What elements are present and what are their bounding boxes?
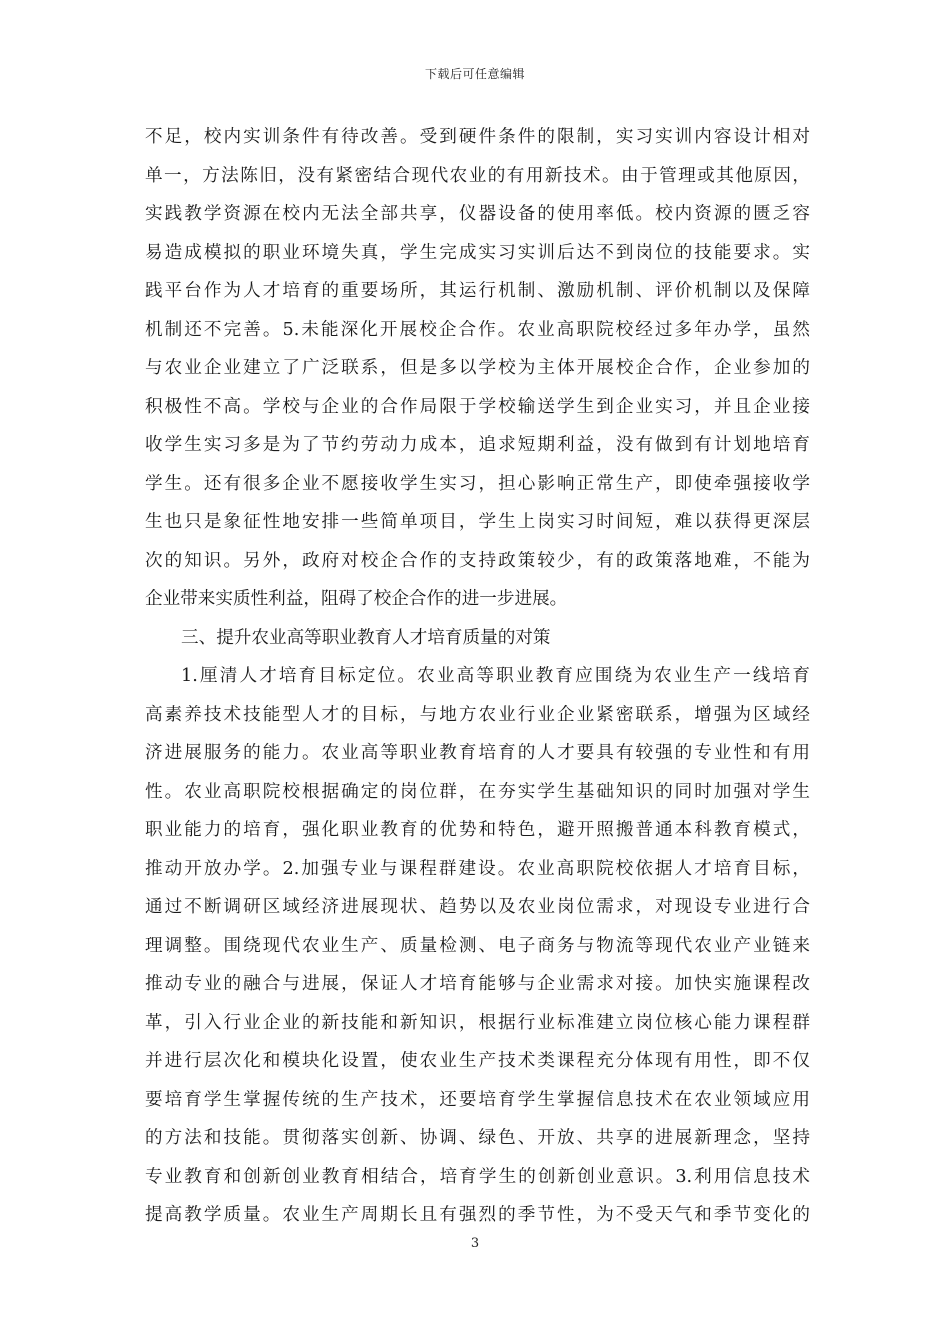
text-line: 提高教学质量。农业生产周期长且有强烈的季节性，为不受天气和季节变化的 — [145, 1205, 810, 1225]
text-line: 并进行层次化和模块化设置，使农业生产技术类课程充分体现有用性，即不仅 — [145, 1051, 810, 1071]
text-line: 践平台作为人才培育的重要场所，其运行机制、激励机制、评价机制以及保障 — [145, 281, 810, 301]
text-line: 企业带来实质性利益，阻碍了校企合作的进一步进展。 — [145, 589, 568, 609]
text-line: 通过不断调研区域经济进展现状、趋势以及农业岗位需求，对现设专业进行合 — [145, 897, 810, 917]
body-text — [145, 118, 810, 1235]
text-line: 学生。还有很多企业不愿接收学生实习，担心影响正常生产，即使牵强接收学 — [145, 473, 810, 494]
text-line: 推动开放办学。2.加强专业与课程群建设。农业高职院校依据人才培育目标， — [145, 858, 810, 879]
text-line: 与农业企业建立了广泛联系，但是多以学校为主体开展校企合作，企业参加的 — [145, 358, 810, 378]
text-line: 1.厘清人才培育目标定位。农业高等职业教育应围绕为农业生产一线培育 — [181, 666, 810, 686]
text-line: 易造成模拟的职业环境失真，学生完成实习实训后达不到岗位的技能要求。实 — [145, 242, 810, 263]
page-header: 下载后可任意编辑 — [424, 67, 525, 81]
text-line: 要培育学生掌握传统的生产技术，还要培育学生掌握信息技术在农业领域应用 — [145, 1089, 810, 1110]
section-heading: 三、提升农业高等职业教育人才培育质量的对策 — [181, 627, 551, 648]
text-line: 实践教学资源在校内无法全部共享，仪器设备的使用率低。校内资源的匮乏容 — [145, 204, 810, 224]
text-line: 性。农业高职院校根据确定的岗位群，在夯实学生基础知识的同时加强对学生 — [145, 781, 810, 802]
text-line: 生也只是象征性地安排一些简单项目，学生上岗实习时间短，难以获得更深层 — [145, 512, 810, 532]
text-line: 济进展服务的能力。农业高等职业教育培育的人才要具有较强的专业性和有用 — [145, 743, 810, 763]
text-line: 积极性不高。学校与企业的合作局限于学校输送学生到企业实习，并且企业接 — [145, 396, 810, 417]
text-line: 革，引入行业企业的新技能和新知识，根据行业标准建立岗位核心能力课程群 — [145, 1012, 810, 1033]
text-line: 的方法和技能。贯彻落实创新、协调、绿色、开放、共享的进展新理念，坚持 — [145, 1128, 810, 1148]
text-line: 机制还不完善。5.未能深化开展校企合作。农业高职院校经过多年办学，虽然 — [145, 319, 810, 340]
text-line: 职业能力的培育，强化职业教育的优势和特色，避开照搬普通本科教育模式， — [145, 820, 810, 840]
text-line: 次的知识。另外，政府对校企合作的支持政策较少，有的政策落地难，不能为 — [145, 550, 810, 571]
text-line: 收学生实习多是为了节约劳动力成本，追求短期利益，没有做到有计划地培育 — [145, 435, 810, 455]
text-line: 单一，方法陈旧，没有紧密结合现代农业的有用新技术。由于管理或其他原因， — [145, 165, 810, 186]
text-line: 不足，校内实训条件有待改善。受到硬件条件的限制，实习实训内容设计相对 — [145, 127, 810, 147]
text-line: 推动专业的融合与进展，保证人才培育能够与企业需求对接。加快实施课程改 — [145, 974, 810, 994]
page-number: 3 — [470, 1236, 480, 1251]
text-line: 理调整。围绕现代农业生产、质量检测、电子商务与物流等现代农业产业链来 — [145, 935, 810, 956]
text-line: 专业教育和创新创业教育相结合，培育学生的创新创业意识。3.利用信息技术 — [145, 1166, 810, 1187]
text-line: 高素养技术技能型人才的目标，与地方农业行业企业紧密联系，增强为区域经 — [145, 704, 810, 725]
